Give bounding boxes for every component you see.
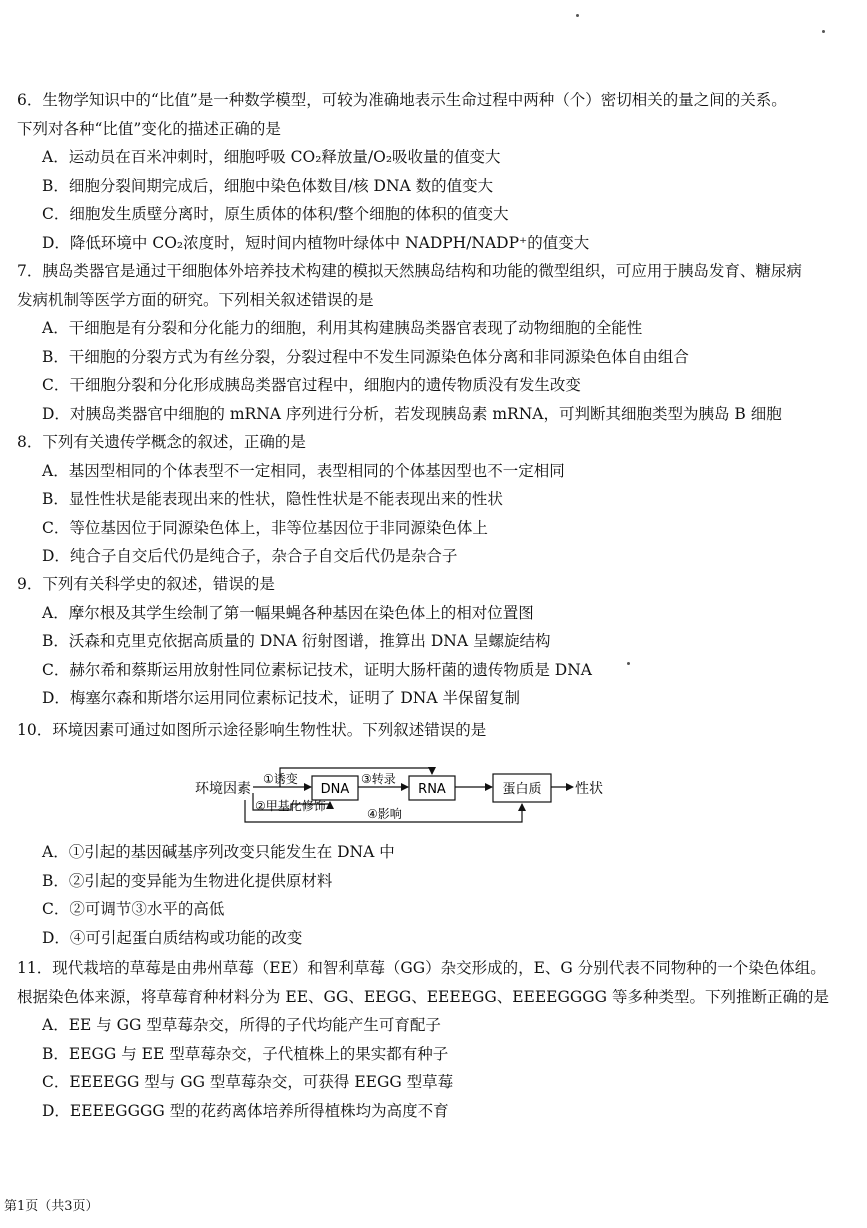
question-6-option-c: C．细胞发生质壁分离时，原生质体的体积/整个细胞的体积的值变大 bbox=[42, 205, 509, 223]
page-footer: 第1页（共3页） bbox=[4, 1199, 99, 1214]
question-7-stem: 7．胰岛类器官是通过干细胞体外培养技术构建的模拟天然胰岛结构和功能的微型组织，可应用于胰岛发育、糖尿病 bbox=[17, 262, 802, 280]
env-factor-label: 环境因素 bbox=[195, 781, 251, 797]
question-6-stem: 6．生物学知识中的“比值”是一种数学模型，可较为准确地表示生命过程中两种（个）密切相关的量之间的关系。 bbox=[17, 91, 787, 109]
question-9-option-d: D．梅塞尔森和斯塔尔运用同位素标记技术，证明了 DNA 半保留复制 bbox=[42, 689, 520, 707]
mutation-label: ①诱变 bbox=[263, 772, 298, 786]
question-10-option-a: A．①引起的基因碱基序列改变只能发生在 DNA 中 bbox=[42, 843, 395, 861]
question-11-option-b: B．EEGG 与 EE 型草莓杂交，子代植株上的果实都有种子 bbox=[42, 1044, 449, 1063]
question-8-stem: 8．下列有关遗传学概念的叙述，正确的是 bbox=[17, 433, 306, 451]
protein-label: 蛋白质 bbox=[502, 782, 542, 797]
question-6-option-a: A．运动员在百米冲刺时，细胞呼吸 CO₂释放量/O₂吸收量的值变大 bbox=[42, 148, 501, 166]
question-8-option-c: C．等位基因位于同源染色体上，非等位基因位于非同源染色体上 bbox=[42, 518, 488, 537]
methylation-label: ②甲基化修饰 bbox=[255, 799, 326, 813]
scan-speck bbox=[822, 30, 825, 33]
rna-label: RNA bbox=[418, 782, 446, 797]
influence-label: ④影响 bbox=[367, 807, 402, 821]
question-11-stem-cont: 根据染色体来源，将草莓育种材料分为 EE、GG、EEGG、EEEEGG、EEEEGGGG 等多种类型。下列推断正确的是 bbox=[17, 987, 829, 1006]
question-11-option-c: C．EEEEGG 型与 GG 型草莓杂交，可获得 EEGG 型草莓 bbox=[42, 1073, 454, 1091]
question-9-stem: 9．下列有关科学史的叙述，错误的是 bbox=[17, 575, 275, 593]
question-8-option-d: D．纯合子自交后代仍是纯合子，杂合子自交后代仍是杂合子 bbox=[42, 547, 458, 565]
question-6-stem-cont: 下列对各种“比值”变化的描述正确的是 bbox=[17, 119, 281, 138]
question-10 bbox=[14, 716, 854, 745]
question-9 bbox=[14, 570, 854, 713]
question-9-option-c: C．赫尔希和蔡斯运用放射性同位素标记技术，证明大肠杆菌的遗传物质是 DNA bbox=[42, 660, 592, 679]
question-9-option-b: B．沃森和克里克依据高质量的 DNA 衍射图谱，推算出 DNA 呈螺旋结构 bbox=[42, 632, 551, 650]
question-7-option-b: B．干细胞的分裂方式为有丝分裂，分裂过程中不发生同源染色体分离和非同源染色体自由组合 bbox=[42, 347, 689, 366]
question-11-option-d: D．EEEEGGGG 型的花药离体培养所得植株均为高度不育 bbox=[42, 1101, 449, 1120]
question-11-stem: 11．现代栽培的草莓是由弗州草莓（EE）和智利草莓（GG）杂交形成的，E、G 分别代表不同物种的一个染色体组。 bbox=[17, 959, 826, 977]
question-7-option-c: C．干细胞分裂和分化形成胰岛类器官过程中，细胞内的遗传物质没有发生改变 bbox=[42, 376, 581, 394]
dna-label: DNA bbox=[320, 782, 350, 797]
question-10-stem: 10．环境因素可通过如图所示途径影响生物性状。下列叙述错误的是 bbox=[17, 721, 487, 739]
question-10-option-d: D．④可引起蛋白质结构或功能的改变 bbox=[42, 928, 303, 947]
question-7-stem-cont: 发病机制等医学方面的研究。下列相关叙述错误的是 bbox=[17, 290, 374, 309]
question-6 bbox=[14, 86, 854, 257]
question-8-option-b: B．显性性状是能表现出来的性状，隐性性状是不能表现出来的性状 bbox=[42, 490, 503, 508]
question-10-options bbox=[14, 838, 854, 952]
question-10-option-b: B．②引起的变异能为生物进化提供原材料 bbox=[42, 871, 333, 890]
question-7 bbox=[14, 257, 854, 428]
question-11 bbox=[14, 954, 854, 1125]
trait-label: 性状 bbox=[575, 781, 603, 797]
question-9-option-a: A．摩尔根及其学生绘制了第一幅果蝇各种基因在染色体上的相对位置图 bbox=[42, 603, 534, 622]
scan-speck bbox=[576, 14, 579, 17]
question-8 bbox=[14, 428, 854, 571]
pathway-diagram bbox=[185, 766, 615, 826]
question-6-option-b: B．细胞分裂间期完成后，细胞中染色体数目/核 DNA 数的值变大 bbox=[42, 176, 494, 195]
question-6-option-d: D．降低环境中 CO₂浓度时，短时间内植物叶绿体中 NADPH/NADP⁺的值变大 bbox=[42, 233, 590, 252]
question-11-option-a: A．EE 与 GG 型草莓杂交，所得的子代均能产生可育配子 bbox=[42, 1016, 441, 1034]
question-8-option-a: A．基因型相同的个体表型不一定相同，表型相同的个体基因型也不一定相同 bbox=[42, 461, 565, 480]
transcription-label: ③转录 bbox=[361, 772, 396, 786]
question-7-option-a: A．干细胞是有分裂和分化能力的细胞，利用其构建胰岛类器官表现了动物细胞的全能性 bbox=[42, 319, 643, 337]
question-7-option-d: D．对胰岛类器官中细胞的 mRNA 序列进行分析，若发现胰岛素 mRNA，可判断其细胞类型为胰岛 B 细胞 bbox=[42, 404, 782, 423]
question-10-option-c: C．②可调节③水平的高低 bbox=[42, 900, 225, 918]
